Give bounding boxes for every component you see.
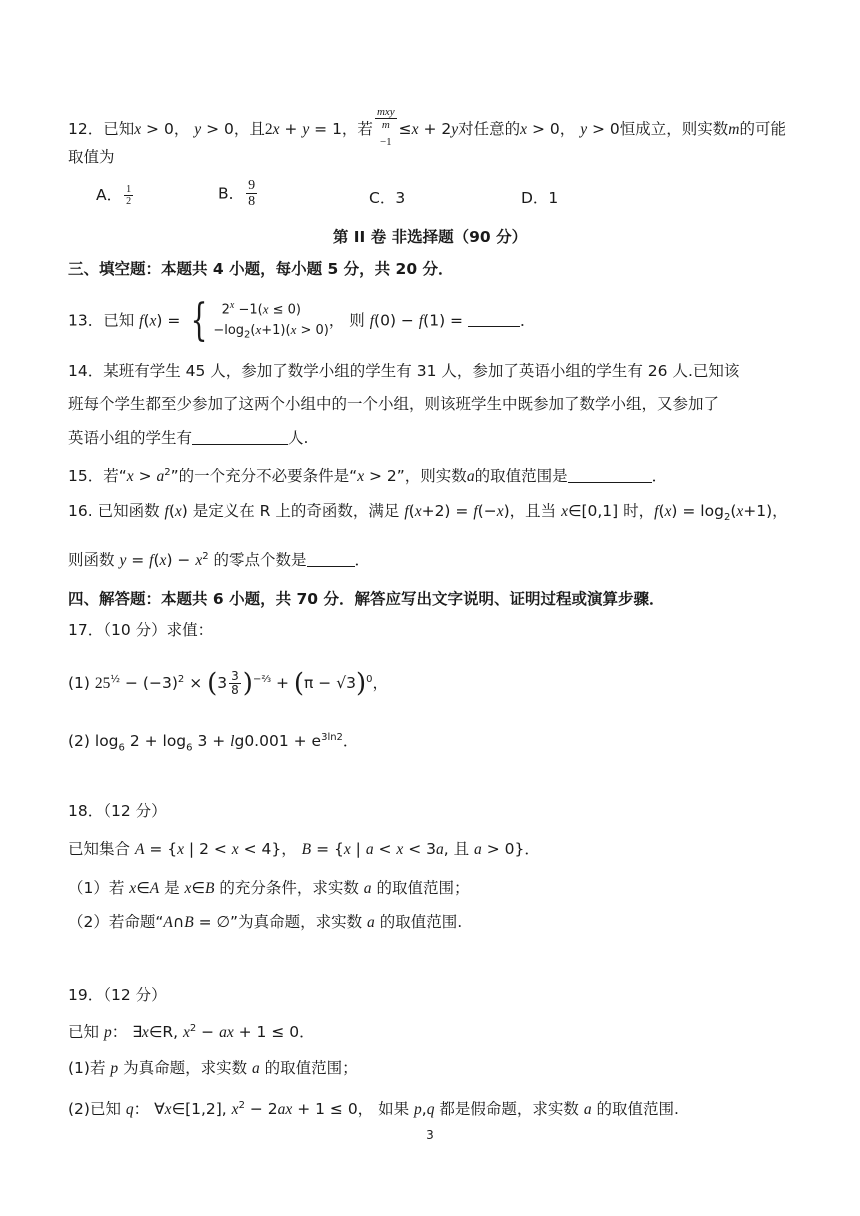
page-number: 3	[426, 1128, 434, 1142]
q12-line2: 取值为	[68, 148, 115, 166]
q19-part2: (2)已知 q： ∀x∈[1,2], $x^2 - 2ax + 1 \le 0$， 如果 p,q 都是假命题，求实数 a 的取值范围.	[68, 1100, 679, 1119]
q14-line1: 14．某班有学生 45 人，参加了数学小组的学生有 31 人，参加了英语小组的学生有 26 人.已知该	[68, 362, 740, 380]
q18-sets: 已知集合 A = {x | 2 < x < 4}， B = {x | a < x < 3a, 且 a > 0}．	[68, 840, 540, 858]
section4-heading: 四、解答题：本题共 6 小题，共 70 分．解答应写出文字说明、证明过程或演算步骤．	[68, 590, 665, 608]
section2-title: 第 II 卷 非选择题（90 分）	[332, 228, 528, 246]
q18-part2: （2）若命题“A∩B = ∅”为真命题，求实数 a 的取值范围.	[68, 913, 463, 931]
q12-option-a: A． $\frac{1}{2}$	[96, 184, 132, 207]
q17-part2: (2) $\log_6 2 + \log_6 3 + \lg 0.001 + e^{3ln2}$．	[68, 732, 359, 754]
q16-line2: 则函数 $y = f(x) - x^2$ 的零点个数是 ．	[68, 551, 371, 570]
q12-option-c: C．3	[369, 189, 406, 207]
q18-head: 18．（12 分）	[68, 802, 167, 820]
section3-heading: 三、填空题：本题共 4 小题，每小题 5 分，共 20 分．	[68, 260, 454, 278]
q13: 13．已知 f(x) = { $2^x -1(x \le 0)$ $-\log_2(x+1)(x > 0)$ ， 则 f(0) − f(1) = ．	[68, 294, 536, 346]
q15: 15．若“$x > a^2$”的一个充分不必要条件是“x > 2”，则实数a的取值范围是 ．	[68, 467, 668, 486]
q14-line3: 英语小组的学生有 人.	[68, 429, 309, 447]
q19-head: 19．（12 分）	[68, 986, 167, 1004]
q17-part1: (1) $25^{\frac{1}{2}} - (-3)^2 \times (3$ $\frac{3}{8}$ )$^{-\frac{2}{3}} + (\pi - √3)^0$，	[68, 668, 388, 699]
q14-line2: 班每个学生都至少参加了这两个小组中的一个小组，则该班学生中既参加了数学小组，又参加了	[68, 395, 720, 413]
q16-line1: 16. 已知函数 f(x) 是定义在 R 上的奇函数，满足 f(x+2) = f(−x)，且当 x∈[0,1] 时，$f(x) = \log_2(x+1)$，	[68, 502, 788, 524]
q17-head: 17．（10 分）求值：	[68, 621, 214, 639]
q19-part1: (1)若 p 为真命题，求实数 a 的取值范围；	[68, 1059, 358, 1077]
q18-part1: （1）若 x∈A 是 x∈B 的充分条件，求实数 a 的取值范围；	[68, 879, 470, 897]
q12-option-b: B． $\frac{9}{8}$	[218, 178, 256, 210]
q12-line1: 12．已知x > 0， y > 0，且2x + y = 1，若 mxy m −1≤x + 2y对任意的x > 0， y > 0恒成立，则实数m的可能	[68, 106, 787, 149]
q12-option-d: D．1	[521, 189, 559, 207]
q19-given: 已知 p： ∃x∈R, $x^2$ − ax + 1 ≤ 0．	[68, 1023, 315, 1042]
